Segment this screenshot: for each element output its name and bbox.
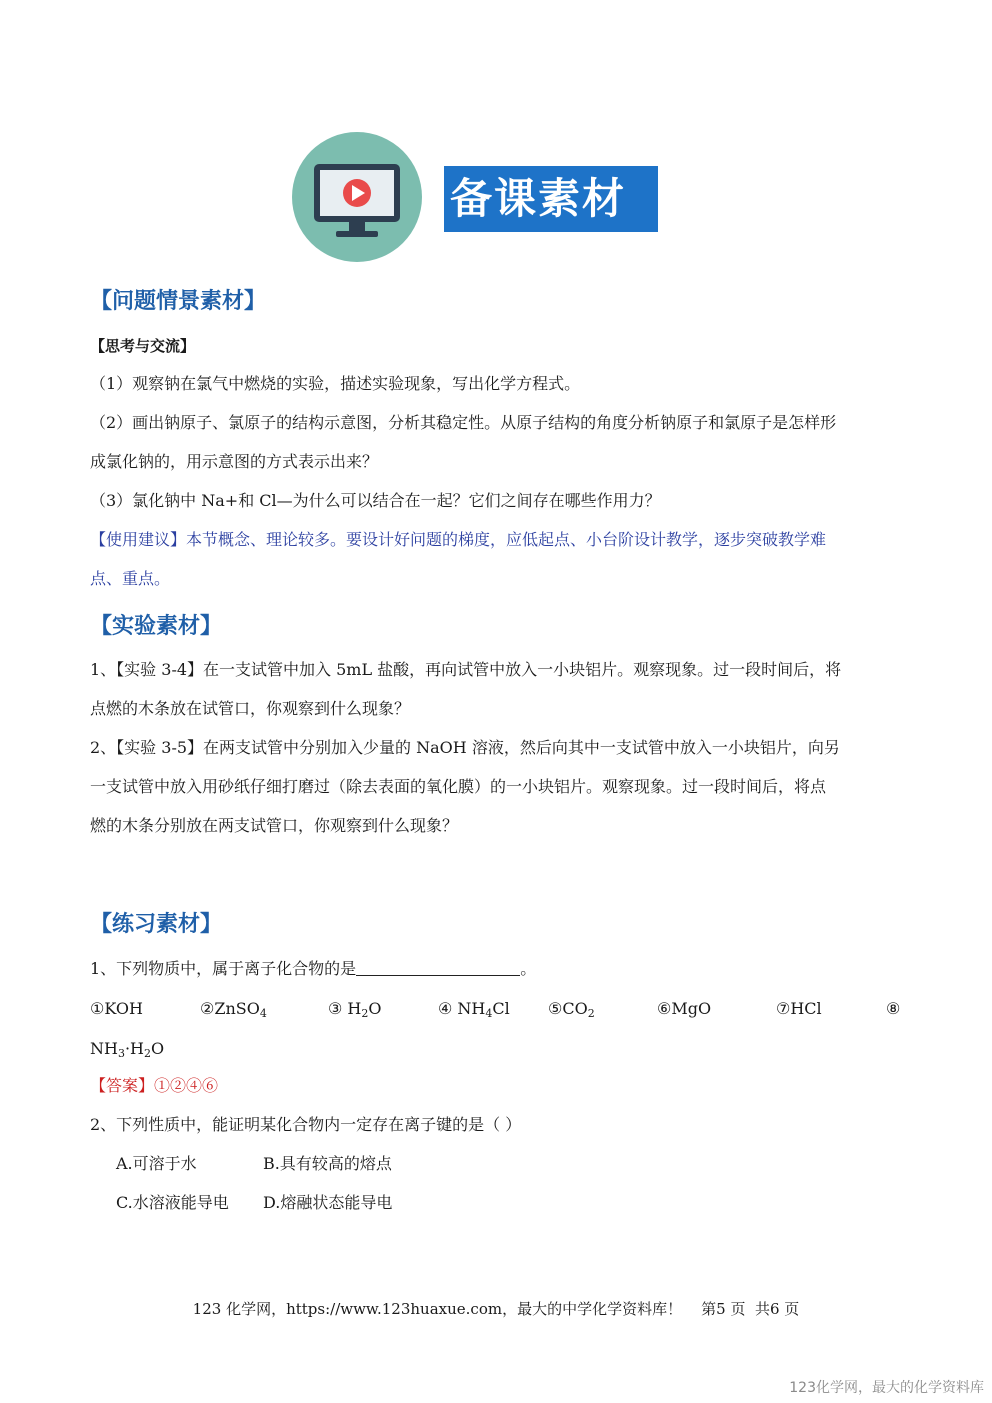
monitor-play-icon [292, 132, 422, 262]
question-3: （3）氯化钠中 Na+和 Cl—为什么可以结合在一起？它们之间存在哪些作用力？ [90, 491, 661, 510]
answer-blank [356, 959, 520, 976]
watermark: 123化学网，最大的化学资料库 [789, 1380, 984, 1396]
option-4: ④ $NH_4Cl$ [438, 999, 510, 1020]
choice-b: B.具有较高的熔点 [263, 1154, 392, 1173]
option-1: ①KOH [90, 999, 143, 1018]
banner-icon-circle [292, 132, 422, 262]
practice-2-stem: 2、下列性质中，能证明某化合物内一定存在离子键的是（ ） [90, 1115, 522, 1134]
usage-tip-text: 本节概念、理论较多。要设计好问题的梯度，应低起点、小台阶设计教学，逐步突破教学难 [186, 530, 827, 549]
experiment-1-line-2: 点燃的木条放在试管口，你观察到什么现象？ [90, 699, 411, 718]
answer-line [90, 1076, 218, 1096]
choice-d: D.熔融状态能导电 [263, 1193, 393, 1212]
experiment-2-line-2: 一支试管中放入用砂纸仔细打磨过（除去表面的氧化膜）的一小块铝片。观察现象。过一段时间后，将点 [90, 777, 827, 796]
question-2-line-2: 成氯化钠的，用示意图的方式表示出来？ [90, 452, 379, 471]
experiment-2-line-3: 燃的木条分别放在两支试管口，你观察到什么现象？ [90, 816, 459, 835]
option-7: ⑦HCl [776, 999, 822, 1018]
experiment-1-line-1: 1、【实验 3-4】在一支试管中加入 5mL 盐酸，再向试管中放入一小块铝片。观察现象。过一段时间后，将 [90, 660, 842, 679]
section-heading-practice: 【练习素材】 [90, 911, 223, 937]
banner-title-text: 备课素材 [450, 174, 627, 223]
choice-a: A.可溶于水 [116, 1154, 197, 1173]
banner-title [444, 166, 658, 232]
question-2-line-1: （2）画出钠原子、氯原子的结构示意图，分析其稳定性。从原子结构的角度分析钠原子和氯原子是怎样形 [90, 413, 837, 432]
practice-1-suffix: 。 [520, 959, 537, 978]
usage-tip-label: 【使用建议】 [90, 530, 187, 549]
choice-c: C.水溶液能导电 [116, 1193, 229, 1212]
option-8-marker: ⑧ [886, 999, 901, 1018]
option-6: ⑥MgO [657, 999, 712, 1018]
section-heading-scenario: 【问题情景素材】 [90, 288, 267, 314]
option-5: $⑤CO_2$ [548, 999, 595, 1020]
answer-value: ①②④⑥ [154, 1076, 219, 1095]
experiment-2-line-1: 2、【实验 3-5】在两支试管中分别加入少量的 NaOH 溶液，然后向其中一支试管中放入一小块铝片，向另 [90, 738, 840, 757]
option-8: $NH_3\cdot H_2O$ [90, 1039, 165, 1060]
option-3: ③ $H_2O$ [328, 999, 382, 1020]
option-2: ②ZnSO$_4$ [200, 999, 267, 1020]
practice-1-prefix: 1、下列物质中，属于离子化合物的是 [90, 959, 357, 978]
usage-tip-line-2: 点、重点。 [90, 569, 171, 588]
answer-label: 【答案】 [90, 1076, 155, 1095]
section-heading-experiment: 【实验素材】 [90, 613, 223, 639]
usage-tip-line-1 [90, 530, 826, 550]
question-1: （1）观察钠在氯气中燃烧的实验，描述实验现象，写出化学方程式。 [90, 374, 581, 393]
practice-1-stem [90, 959, 536, 979]
page-footer: 123 化学网，https://www.123huaxue.com，最大的中学化学资料库！ 第5 页 共6 页 [192, 1300, 800, 1318]
sub-heading-think: 【思考与交流】 [90, 337, 196, 355]
